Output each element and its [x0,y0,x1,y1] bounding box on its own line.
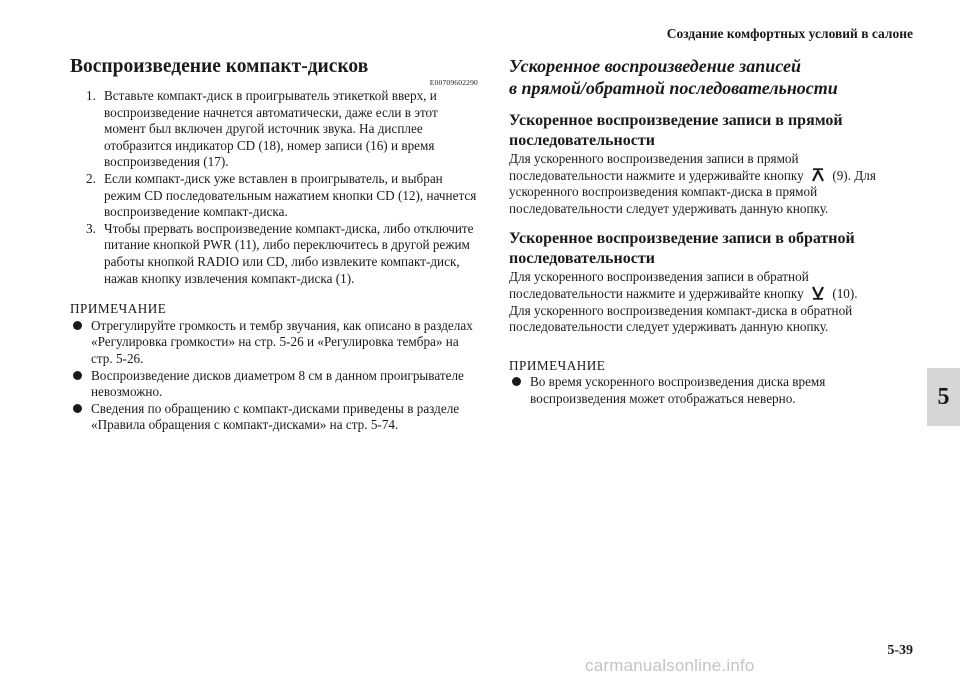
text-after-icon: (9). Для ускоренного воспроизведения компакт-диска в прямой последовательности следует удерживать данную кнопку. [509,167,876,216]
list-item [70,221,478,287]
left-column [70,55,478,434]
down-chevron-button-icon [811,286,825,300]
section-title: Воспроизведение компакт-дисков [70,56,369,77]
subsection-heading: Ускоренное воспроизведение записи в прямой последовательности [509,112,843,149]
note-title: ПРИМЕЧАНИЕ [70,301,167,317]
watermark: carmanualsonline.info [585,656,755,675]
step-text: Если компакт-диск уже вставлен в проигрыватель, и выбран режим CD последовательным нажатием кнопки CD (12), начнется воспроизведение компакт-диска. [104,170,477,220]
text-before-icon: Для ускоренного воспроизведения записи в обратной последовательности нажмите и удерживайте кнопку [509,269,809,301]
right-column [509,55,881,408]
section-code: E00709602290 [429,78,478,87]
list-item [70,318,478,368]
step-text: Чтобы прервать воспроизведение компакт-диска, либо отключите питание кнопкой PWR (11), либо переключитесь в другой режим работы кнопкой RADIO или CD, либо извлеките компакт-диск, нажав кнопку извлечения компакт-диска (1). [104,220,474,286]
bullet-icon [73,404,82,413]
subsection-text [509,269,881,335]
steps-list [70,88,478,287]
notes-list [509,374,881,407]
note-text: Во время ускоренного воспроизведения диска время воспроизведения может отображаться неверно. [530,374,826,406]
step-number: 2. [86,170,96,186]
notes-list [70,318,478,434]
running-header: Создание комфортных условий в салоне [666,26,913,41]
chapter-tab: 5 [927,368,960,426]
text-before-icon: Для ускоренного воспроизведения записи в прямой последовательности нажмите и удерживайте кнопку [509,151,804,183]
step-number: 3. [86,220,96,236]
list-item [509,374,881,407]
step-number: 1. [86,88,96,103]
list-item [70,368,478,401]
step-text: Вставьте компакт-диск в проигрыватель этикеткой вверх, и воспроизведение начнется автоматически, даже если в этот момент был включен другой источник звука. На дисплее отобразится индикатор CD (18), номер записи (16) и время воспроизведения (17). [104,88,438,170]
note-text: Сведения по обращению с компакт-дисками приведены в разделе «Правила обращения с компакт-дисками» на стр. 5-74. [91,400,460,433]
section-title-line: Ускоренное воспроизведение записей [509,56,801,76]
section-title-line: в прямой/обратной последовательности [509,78,838,98]
subsection-text [509,151,881,217]
bullet-icon [73,321,82,330]
section-title [509,55,881,99]
note-text: Отрегулируйте громкость и тембр звучания, как описано в разделах «Регулировка громкости» на стр. 5-26 и «Регулировка тембра» на стр. 5-26. [91,317,473,366]
note-title: ПРИМЕЧАНИЕ [509,357,606,373]
page-number: 5-39 [887,643,913,658]
list-item [70,401,478,434]
note-text: Воспроизведение дисков диаметром 8 см в данном проигрывателе невозможно. [91,367,464,400]
bullet-icon [512,377,521,386]
list-item [70,88,478,171]
list-item [70,171,478,221]
bullet-icon [73,371,82,380]
up-chevron-button-icon [811,168,825,182]
text-after-icon: (10). Для ускоренного воспроизведения компакт-диска в обратной последовательности следует удерживать данную кнопку. [509,285,858,335]
subsection-heading: Ускоренное воспроизведение записи в обратной последовательности [509,230,855,268]
